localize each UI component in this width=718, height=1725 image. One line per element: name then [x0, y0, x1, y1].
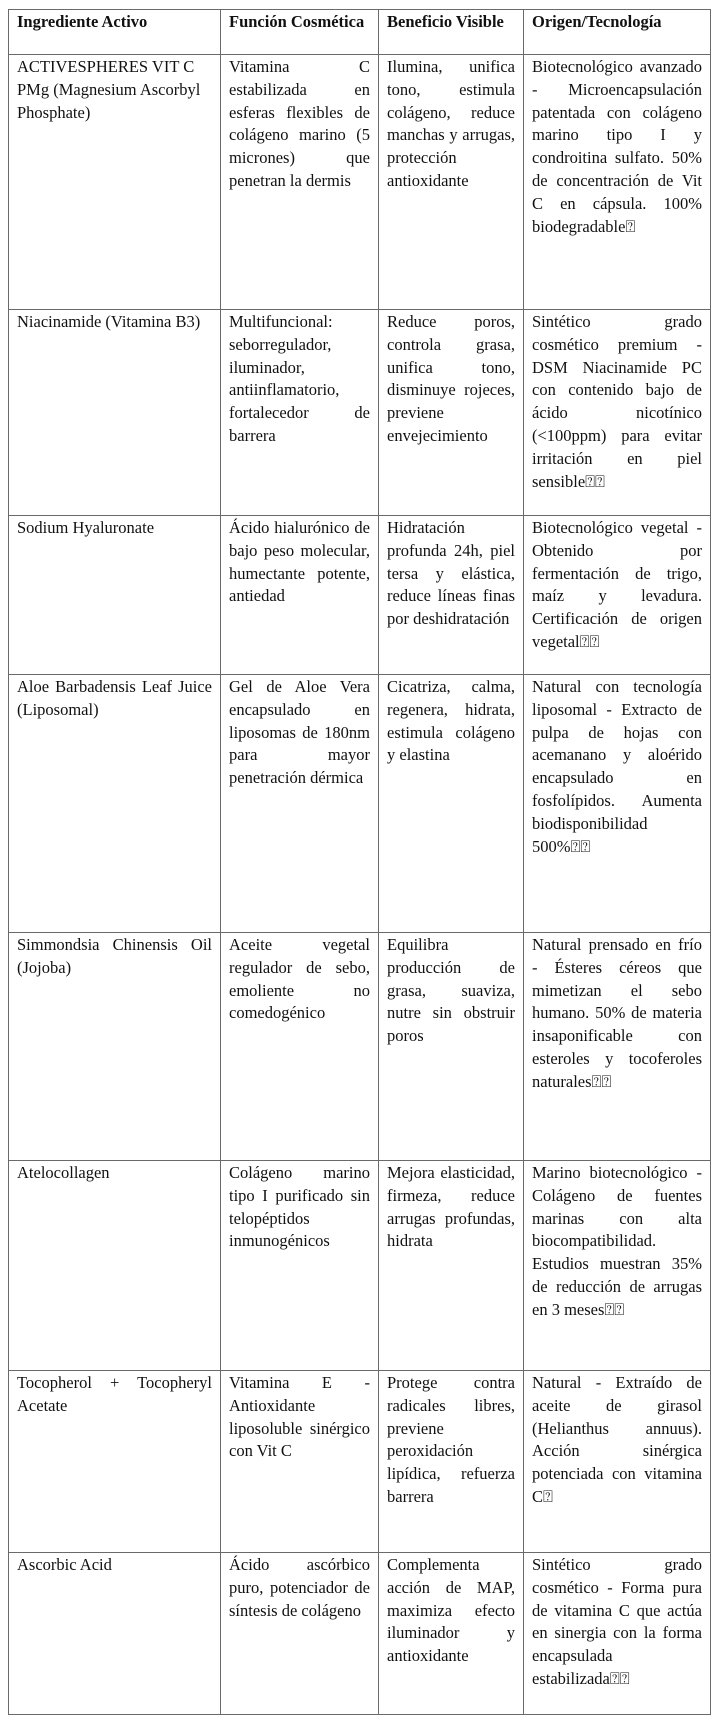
table-row	[9, 310, 711, 516]
cell-ingrediente: ACTIVESPHERES VIT C PMg (Magnesium Ascorbyl Phosphate)	[9, 55, 221, 310]
cell-ingrediente: Tocopherol + Tocopheryl Acetate	[9, 1371, 221, 1553]
cell-origen: Sintético grado cosmético premium - DSM Niacinamide PC con contenido bajo de ácido nicotínico (<100ppm) para evitar irritación en piel sensible⍰⍰	[524, 310, 711, 516]
table-row	[9, 1371, 711, 1553]
cell-funcion: Gel de Aloe Vera encapsulado en liposomas de 180nm para mayor penetración dérmica	[221, 675, 379, 933]
table-row	[9, 1553, 711, 1715]
header-funcion: Función Cosmética	[221, 10, 379, 55]
cell-origen: Marino biotecnológico - Colágeno de fuentes marinas con alta biocompatibilidad. Estudios muestran 35% de reducción de arrugas en 3 meses⍰⍰	[524, 1161, 711, 1371]
header-origen: Origen/Tecnología	[524, 10, 711, 55]
cell-origen: Biotecnológico avanzado - Microencapsulación patentada con colágeno marino tipo I y condroitina sulfato. 50% de concentración de Vit C en cápsula. 100% biodegradable⍰	[524, 55, 711, 310]
header-ingrediente: Ingrediente Activo	[9, 10, 221, 55]
cell-funcion: Vitamina E - Antioxidante liposoluble sinérgico con Vit C	[221, 1371, 379, 1553]
cell-beneficio: Reduce poros, controla grasa, unifica tono, disminuye rojeces, previene envejecimiento	[379, 310, 524, 516]
cell-origen: Biotecnológico vegetal - Obtenido por fermentación de trigo, maíz y levadura. Certificación de origen vegetal⍰⍰	[524, 516, 711, 675]
cell-beneficio: Hidratación profunda 24h, piel tersa y elástica, reduce líneas finas por deshidratación	[379, 516, 524, 675]
cell-origen: Sintético grado cosmético - Forma pura de vitamina C que actúa en sinergia con la forma encapsulada estabilizada⍰⍰	[524, 1553, 711, 1715]
cell-ingrediente: Aloe Barbadensis Leaf Juice (Liposomal)	[9, 675, 221, 933]
cell-ingrediente: Simmondsia Chinensis Oil (Jojoba)	[9, 933, 221, 1161]
table-row	[9, 933, 711, 1161]
cell-ingrediente: Sodium Hyaluronate	[9, 516, 221, 675]
cell-ingrediente: Niacinamide (Vitamina B3)	[9, 310, 221, 516]
cell-origen: Natural prensado en frío - Ésteres céreos que mimetizan el sebo humano. 50% de materia insaponificable con esteroles y tocoferoles naturales⍰⍰	[524, 933, 711, 1161]
cell-funcion: Colágeno marino tipo I purificado sin telopéptidos inmunogénicos	[221, 1161, 379, 1371]
table-row	[9, 516, 711, 675]
cell-beneficio: Complementa acción de MAP, maximiza efecto iluminador y antioxidante	[379, 1553, 524, 1715]
cell-beneficio: Protege contra radicales libres, previene peroxidación lipídica, refuerza barrera	[379, 1371, 524, 1553]
cell-origen: Natural - Extraído de aceite de girasol (Helianthus annuus). Acción sinérgica potenciada con vitamina C⍰	[524, 1371, 711, 1553]
cell-ingrediente: Atelocollagen	[9, 1161, 221, 1371]
cell-funcion: Aceite vegetal regulador de sebo, emoliente no comedogénico	[221, 933, 379, 1161]
cell-ingrediente: Ascorbic Acid	[9, 1553, 221, 1715]
cell-funcion: Ácido hialurónico de bajo peso molecular, humectante potente, antiedad	[221, 516, 379, 675]
header-row	[9, 10, 711, 55]
cell-beneficio: Mejora elasticidad, firmeza, reduce arrugas profundas, hidrata	[379, 1161, 524, 1371]
cell-beneficio: Equilibra producción de grasa, suaviza, nutre sin obstruir poros	[379, 933, 524, 1161]
cell-beneficio: Ilumina, unifica tono, estimula colágeno, reduce manchas y arrugas, protección antioxidante	[379, 55, 524, 310]
cell-funcion: Multifuncional: seborregulador, iluminador, antiinflamatorio, fortalecedor de barrera	[221, 310, 379, 516]
cell-funcion: Ácido ascórbico puro, potenciador de síntesis de colágeno	[221, 1553, 379, 1715]
table-row	[9, 1161, 711, 1371]
cell-funcion: Vitamina C estabilizada en esferas flexibles de colágeno marino (5 micrones) que penetran la dermis	[221, 55, 379, 310]
cell-beneficio: Cicatriza, calma, regenera, hidrata, estimula colágeno y elastina	[379, 675, 524, 933]
header-beneficio: Beneficio Visible	[379, 10, 524, 55]
table-row	[9, 55, 711, 310]
cell-origen: Natural con tecnología liposomal - Extracto de pulpa de hojas con acemanano y aloérido encapsulado en fosfolípidos. Aumenta biodisponibilidad 500%⍰⍰	[524, 675, 711, 933]
table-row	[9, 675, 711, 933]
ingredients-table	[8, 9, 711, 1715]
